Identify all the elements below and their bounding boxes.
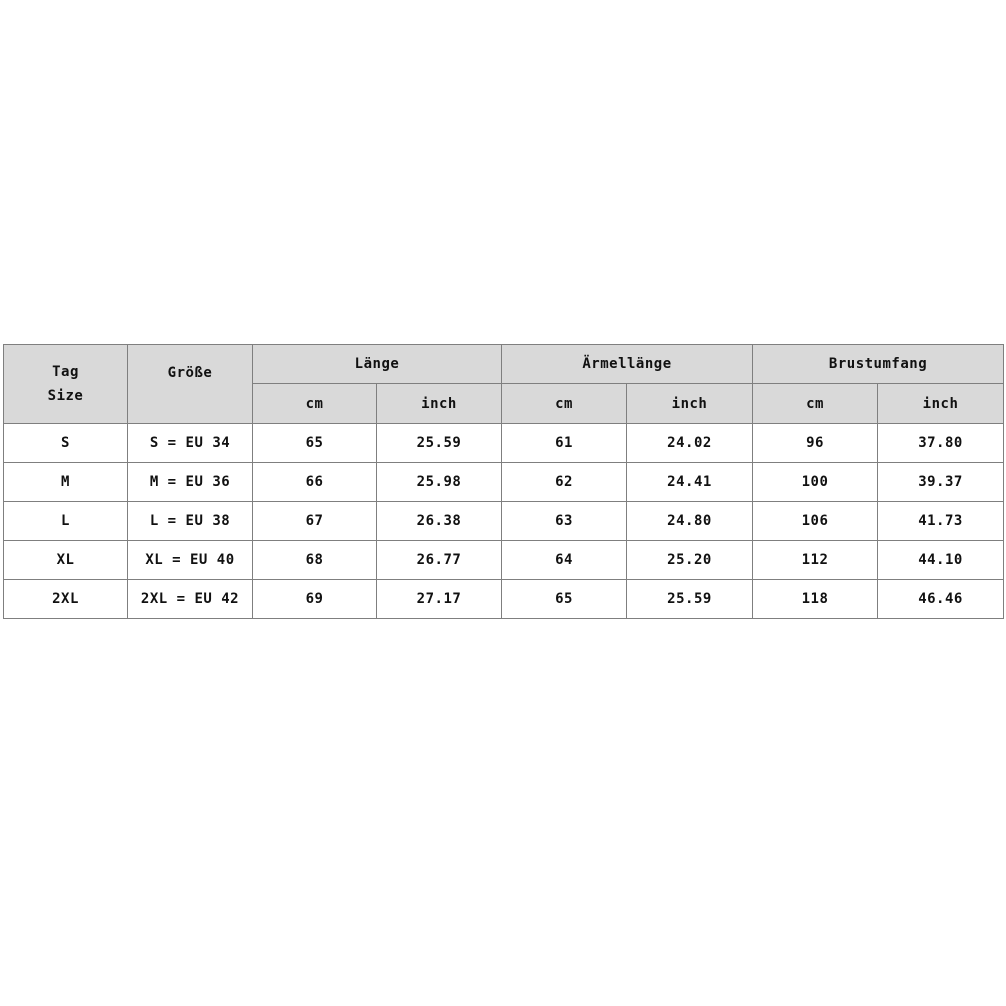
table-cell: 26.38 <box>377 502 502 541</box>
table-cell: 25.20 <box>627 541 753 580</box>
table-cell: 118 <box>753 580 878 619</box>
table-cell: L <box>4 502 128 541</box>
table-cell: 63 <box>502 502 627 541</box>
header-aermellaenge: Ärmellänge <box>502 345 753 384</box>
table-row <box>4 580 1004 619</box>
table-cell: 25.59 <box>627 580 753 619</box>
header-unit-cell: inch <box>878 384 1004 424</box>
table-cell: 2XL = EU 42 <box>128 580 253 619</box>
header-tag-size-line1: Tag <box>52 364 79 380</box>
table-cell: 26.77 <box>377 541 502 580</box>
header-unit-cell: cm <box>502 384 627 424</box>
table-cell: 106 <box>753 502 878 541</box>
table-cell: 24.02 <box>627 424 753 463</box>
table-cell: 61 <box>502 424 627 463</box>
table-row <box>4 463 1004 502</box>
table-cell: 66 <box>253 463 377 502</box>
table-row <box>4 541 1004 580</box>
table-cell: S = EU 34 <box>128 424 253 463</box>
table-cell: XL = EU 40 <box>128 541 253 580</box>
table-cell: 37.80 <box>878 424 1004 463</box>
table-cell: 67 <box>253 502 377 541</box>
header-groesse: Größe <box>128 345 253 424</box>
header-brustumfang: Brustumfang <box>753 345 1004 384</box>
table-cell: 2XL <box>4 580 128 619</box>
table-cell: 96 <box>753 424 878 463</box>
table-cell: 24.80 <box>627 502 753 541</box>
table-cell: 69 <box>253 580 377 619</box>
size-chart-table <box>3 344 1004 619</box>
table-cell: M = EU 36 <box>128 463 253 502</box>
table-cell: L = EU 38 <box>128 502 253 541</box>
table-cell: 65 <box>253 424 377 463</box>
header-row-top <box>4 345 1004 384</box>
table-cell: 46.46 <box>878 580 1004 619</box>
table-cell: 100 <box>753 463 878 502</box>
table-cell: 68 <box>253 541 377 580</box>
table-cell: M <box>4 463 128 502</box>
table-cell: 25.59 <box>377 424 502 463</box>
table-body <box>4 424 1004 619</box>
table-cell: 44.10 <box>878 541 1004 580</box>
header-laenge: Länge <box>253 345 502 384</box>
table-row <box>4 502 1004 541</box>
header-unit-cell: cm <box>753 384 878 424</box>
table-cell: 24.41 <box>627 463 753 502</box>
table-cell: 112 <box>753 541 878 580</box>
header-unit-cell: inch <box>627 384 753 424</box>
header-tag-size-line2: Size <box>47 388 84 404</box>
table-cell: 64 <box>502 541 627 580</box>
header-unit-cell: cm <box>253 384 377 424</box>
table-cell: 39.37 <box>878 463 1004 502</box>
table-cell: XL <box>4 541 128 580</box>
table-cell: 62 <box>502 463 627 502</box>
table-row <box>4 424 1004 463</box>
table-cell: 65 <box>502 580 627 619</box>
header-tag-size <box>4 345 128 424</box>
table-cell: 27.17 <box>377 580 502 619</box>
table-cell: S <box>4 424 128 463</box>
header-unit-cell: inch <box>377 384 502 424</box>
table-cell: 25.98 <box>377 463 502 502</box>
table-cell: 41.73 <box>878 502 1004 541</box>
